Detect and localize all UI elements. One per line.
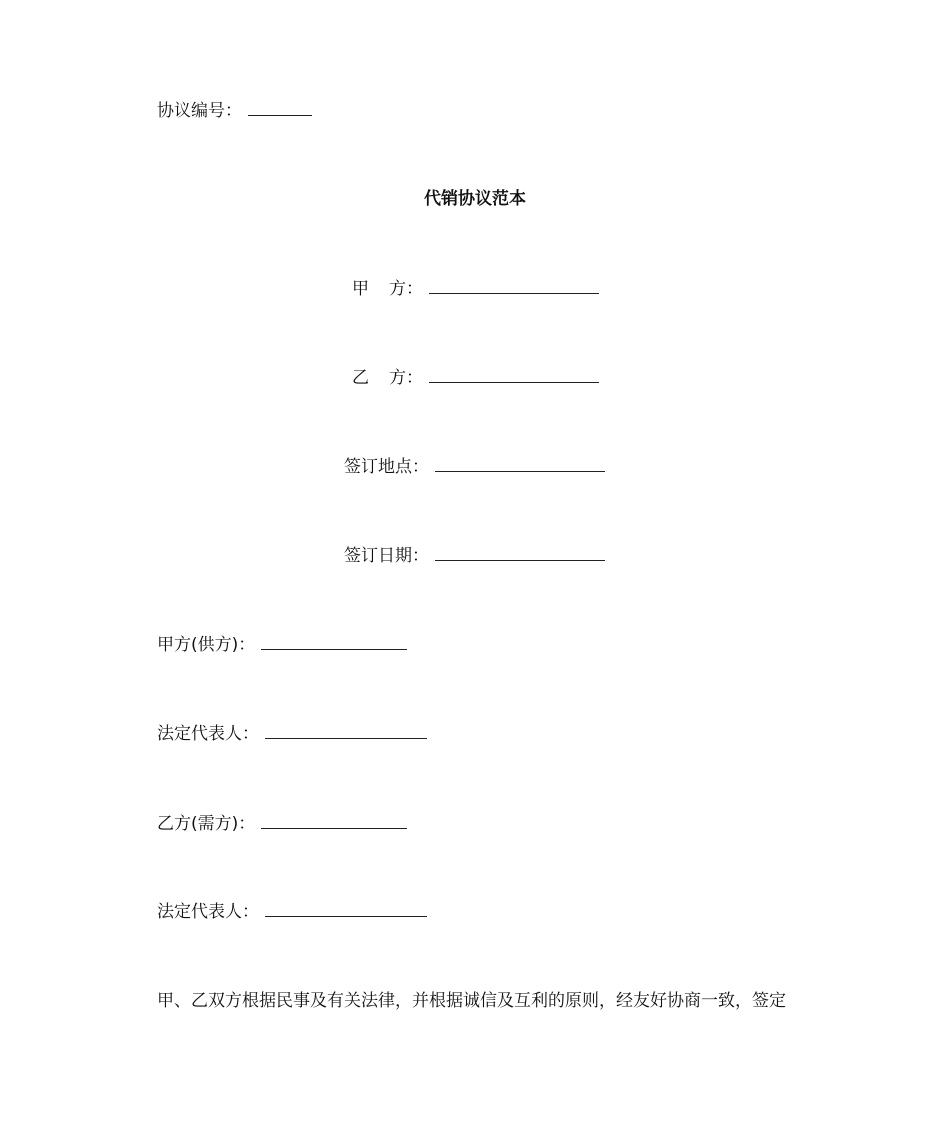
- cover-party-a-char1: 甲: [352, 279, 369, 299]
- cover-party-b-char1: 乙: [352, 368, 369, 388]
- supplier-rep-label: 法定代表人：: [157, 724, 259, 744]
- buyer-label: 乙方(需方)：: [157, 814, 256, 834]
- cover-party-a-line: [352, 277, 599, 300]
- buyer-blank: [261, 812, 407, 829]
- document-title: 代销协议范本: [424, 189, 526, 209]
- supplier-line: [157, 633, 407, 656]
- buyer-rep-label: 法定代表人：: [157, 902, 259, 922]
- cover-sign-date-line: [344, 544, 605, 567]
- cover-party-b-blank: [429, 366, 599, 383]
- agreement-number-label: 协议编号：: [157, 101, 242, 121]
- buyer-rep-blank: [265, 900, 427, 917]
- agreement-number-blank: [248, 99, 312, 116]
- body-paragraph: 甲、乙双方根据民事及有关法律，并根据诚信及互利的原则，经友好协商一致，签定: [157, 991, 786, 1011]
- cover-party-b-line: [352, 366, 599, 389]
- cover-party-b-char2: 方：: [389, 368, 423, 388]
- cover-party-a-char2: 方：: [389, 279, 423, 299]
- supplier-blank: [261, 633, 407, 650]
- supplier-rep-blank: [265, 722, 427, 739]
- agreement-number-line: [157, 99, 312, 122]
- supplier-rep-line: [157, 722, 427, 745]
- cover-party-a-blank: [429, 277, 599, 294]
- cover-sign-place-label: 签订地点：: [344, 457, 429, 477]
- buyer-rep-line: [157, 900, 427, 923]
- buyer-line: [157, 812, 407, 835]
- cover-sign-place-line: [344, 455, 605, 478]
- cover-sign-date-label: 签订日期：: [344, 546, 429, 566]
- cover-sign-place-blank: [435, 455, 605, 472]
- cover-sign-date-blank: [435, 544, 605, 561]
- supplier-label: 甲方(供方)：: [157, 635, 256, 655]
